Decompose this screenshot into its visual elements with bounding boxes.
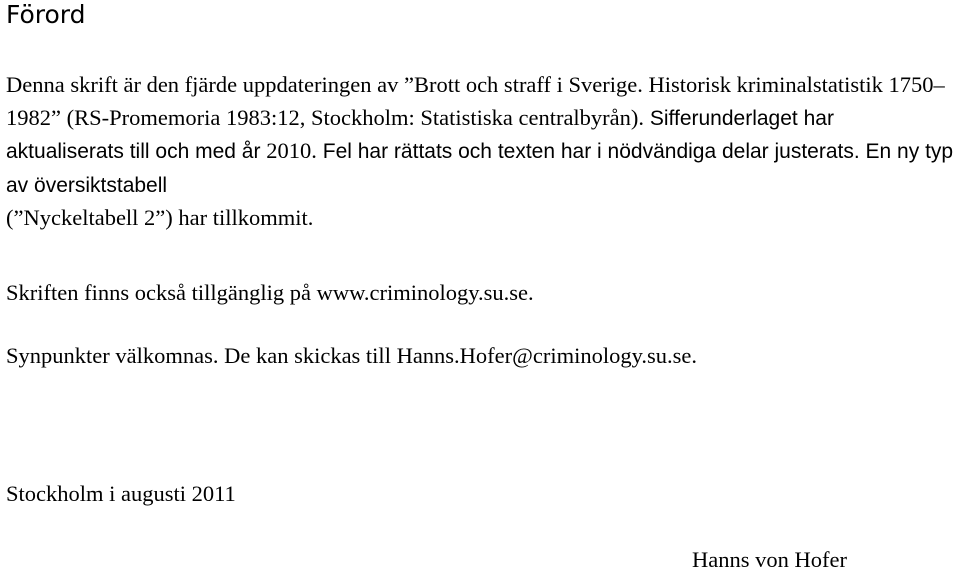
page-title: Förord: [6, 0, 86, 29]
author-signature: Hanns von Hofer: [692, 547, 847, 572]
intro-text-2: Sifferunderlaget har aktualiserats till och med år: [6, 106, 834, 163]
intro-year: 2010.: [266, 138, 317, 163]
availability-paragraph: Skriften finns också tillgänglig på www.criminology.su.se.: [6, 280, 534, 305]
intro-text-4: (”Nyckeltabell 2”) har tillkommit.: [6, 205, 314, 230]
place-date: Stockholm i augusti 2011: [6, 481, 236, 506]
intro-paragraph: [6, 69, 956, 235]
intro-text-3: Fel har rättats och texten har i nödvändiga delar justerats. En ny typ av översiktstabell: [6, 140, 954, 197]
intro-text-1: Denna skrift är den fjärde uppdateringen av ”Brott och straff i Sverige. Historisk kriminalstatistik 1750–1982” (RS-Promemoria 1983:12, Stockholm: Statistiska centralbyrån).: [6, 72, 945, 130]
feedback-paragraph: Synpunkter välkomnas. De kan skickas till Hanns.Hofer@criminology.su.se.: [6, 343, 698, 368]
